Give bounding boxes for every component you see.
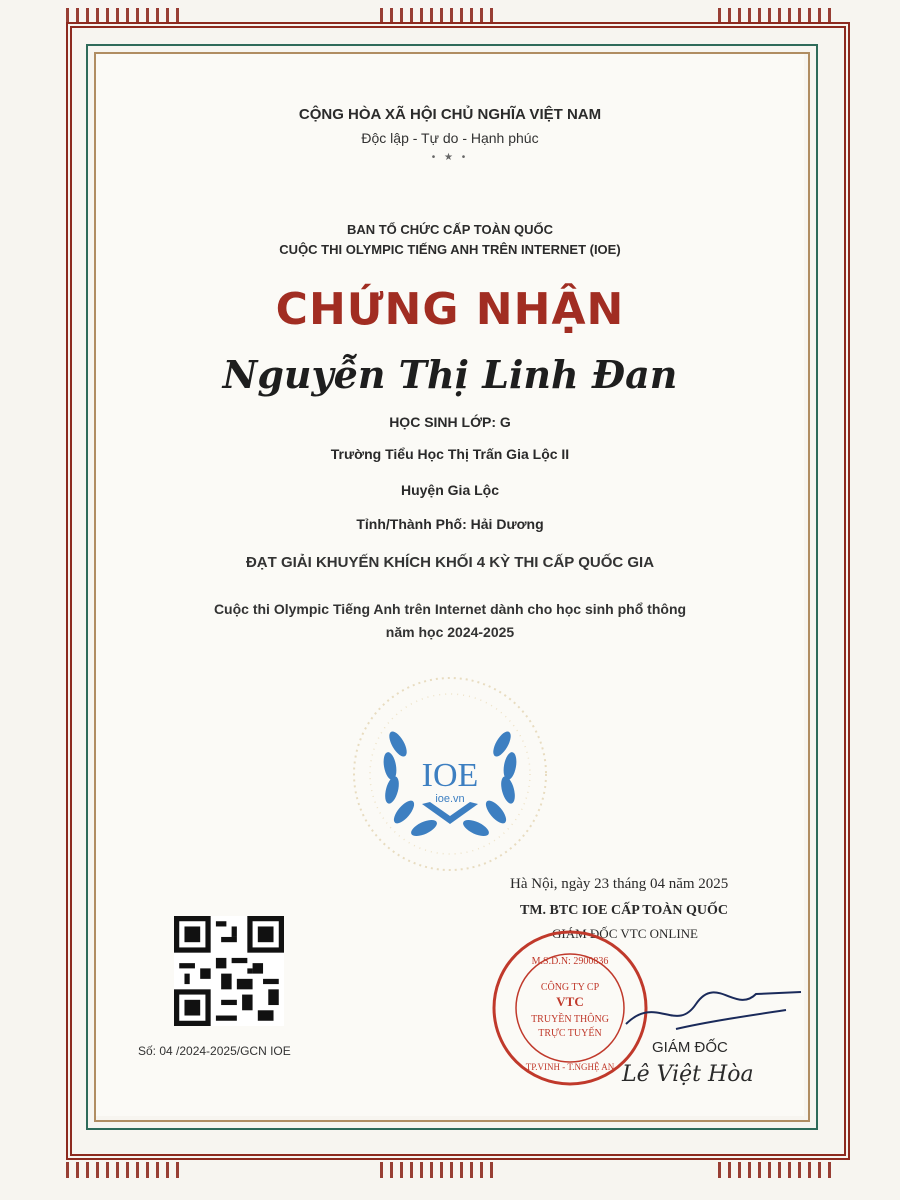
contest-line-2: năm học 2024-2025: [385, 624, 515, 640]
signature: [616, 974, 806, 1044]
signing-organization: TM. BTC IOE CẤP TOÀN QUỐC: [520, 903, 728, 918]
top-center-ornament: [380, 8, 500, 24]
signing-subtitle: GIÁM ĐỐC VTC ONLINE: [552, 926, 699, 941]
province-name: Tỉnh/Thành Phố: Hải Dương: [356, 516, 544, 532]
organizer-line-2: CUỘC THI OLYMPIC TIẾNG ANH TRÊN INTERNET (IOE): [279, 242, 621, 257]
certificate-title: CHỨNG NHẬN: [275, 284, 625, 335]
grade-label: HỌC SINH LỚP: G: [389, 414, 511, 430]
school-name: Trường Tiểu Học Thị Trấn Gia Lộc II: [330, 446, 570, 462]
certificate-body: [96, 54, 804, 1116]
organizer-line-1: BAN TỔ CHỨC CẤP TOÀN QUỐC: [346, 222, 554, 237]
ioe-logo-icon: [350, 674, 550, 874]
recipient-name: Nguyễn Thị Linh Đan: [222, 352, 678, 397]
bottom-right-ornament: [718, 1162, 838, 1178]
svg-text:TRỰC TUYẾN: TRỰC TUYẾN: [538, 1028, 602, 1039]
contest-line-1: Cuộc thi Olympic Tiếng Anh trên Internet dành cho học sinh phổ thông: [213, 601, 687, 617]
svg-text:M.S.D.N: 2900836: M.S.D.N: 2900836: [531, 956, 609, 967]
stars-divider: • ★ •: [431, 152, 469, 163]
place-date: Hà Nội, ngày 23 tháng 04 năm 2025: [510, 876, 729, 892]
top-right-ornament: [718, 8, 838, 24]
bottom-left-ornament: [66, 1162, 186, 1178]
motto: Độc lập - Tự do - Hạnh phúc: [361, 130, 539, 146]
serial-number: Số: 04 /2024-2025/GCN IOE: [138, 1044, 291, 1058]
svg-text:IOE: IOE: [421, 757, 479, 794]
nation-heading: CỘNG HÒA XÃ HỘI CHỦ NGHĨA VIỆT NAM: [298, 106, 602, 123]
svg-text:VTC: VTC: [556, 994, 584, 1009]
award-text: ĐẠT GIẢI KHUYẾN KHÍCH KHỐI 4 KỲ THI CẤP QUỐC GIA: [245, 554, 655, 571]
director-title: GIÁM ĐỐC: [652, 1039, 728, 1056]
svg-text:CÔNG TY CP: CÔNG TY CP: [540, 982, 600, 993]
qr-code-icon: [174, 916, 284, 1026]
district-name: Huyện Gia Lộc: [400, 482, 500, 498]
director-name: Lê Việt Hòa: [622, 1062, 754, 1087]
bottom-center-ornament: [380, 1162, 500, 1178]
svg-text:ioe.vn: ioe.vn: [435, 793, 465, 805]
svg-text:TP.VINH - T.NGHỆ AN: TP.VINH - T.NGHỆ AN: [525, 1062, 615, 1072]
svg-text:TRUYỀN THÔNG: TRUYỀN THÔNG: [531, 1014, 609, 1025]
top-left-ornament: [66, 8, 186, 24]
